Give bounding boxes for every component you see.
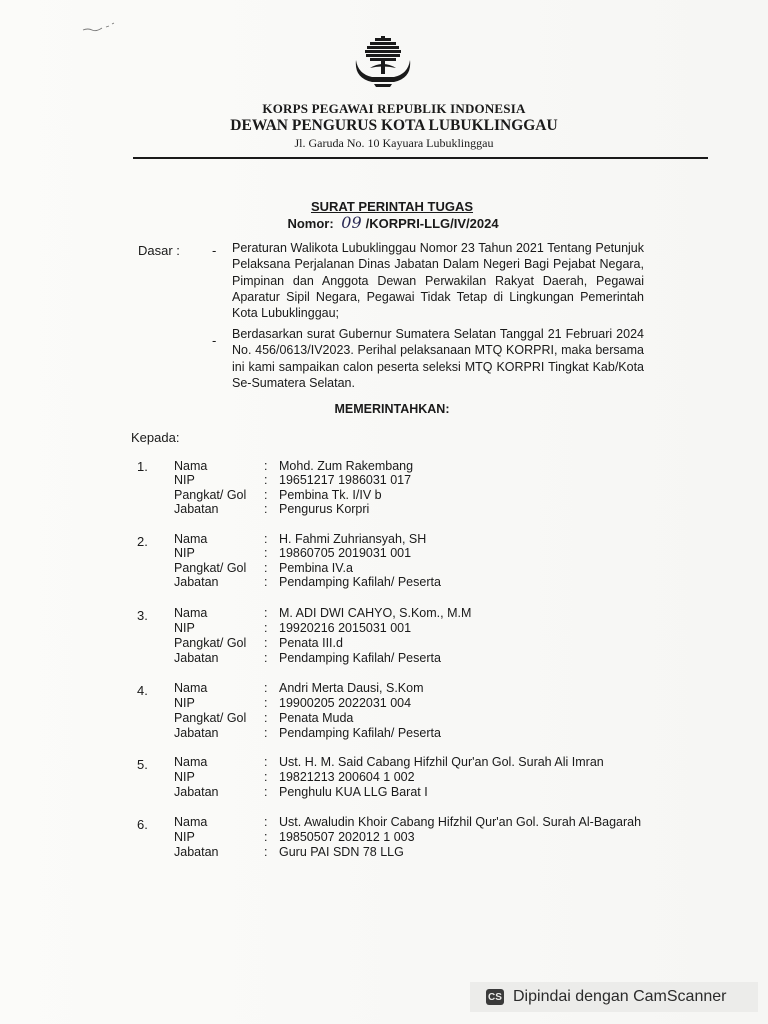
field-value: Penata III.d [279,636,343,650]
letterhead-org-line1: KORPS PEGAWAI REPUBLIK INDONESIA [262,101,526,116]
dasar-item: Berdasarkan surat Gubernur Sumatera Selatan Tanggal 21 Februari 2024 No. 456/0613/IV2023. Perihal pelaksanaan MTQ KORPRI, maka bersama ini kami sampaikan calon peserta seleksi MTQ KORPRI Tingkat Kab/Kota Se-Sumatera Selatan. [232,327,644,390]
field-label: Pangkat/ Gol [174,561,247,575]
pen-mark-icon [82,20,122,34]
field-colon: : [264,755,268,769]
dasar-bullet: - [212,243,217,258]
number-prefix: Nomor: [287,216,334,231]
field-value: Pembina IV.a [279,561,353,575]
document-number [0,213,768,232]
field-colon: : [264,845,268,859]
letterhead-address: Jl. Garuda No. 10 Kayuara Lubuklinggau [294,136,494,150]
field-colon: : [264,726,268,740]
field-label: Jabatan [174,575,219,589]
camscanner-text: Dipindai dengan CamScanner [513,988,727,1005]
field-label: Pangkat/ Gol [174,636,247,650]
field-label: Jabatan [174,726,219,740]
person-number: 3. [137,608,148,623]
field-colon: : [264,830,268,844]
field-colon: : [264,488,268,502]
camscanner-icon: CS [486,989,504,1005]
field-value: Guru PAI SDN 78 LLG [279,845,404,859]
field-colon: : [264,815,268,829]
field-colon: : [264,561,268,575]
number-handwritten: 09 [341,213,362,232]
field-colon: : [264,651,268,665]
field-value: M. ADI DWI CAHYO, S.Kom., M.M [279,606,472,620]
person-number: 5. [137,757,148,772]
field-value: Penata Muda [279,711,354,725]
field-colon: : [264,785,268,799]
letterhead-divider [133,157,708,159]
field-label: NIP [174,696,195,710]
field-label: Jabatan [174,785,219,799]
field-value: 19900205 2022031 004 [279,696,412,710]
field-label: NIP [174,546,195,560]
field-label: Jabatan [174,651,219,665]
person-number: 2. [137,534,148,549]
field-value: Ust. Awaludin Khoir Cabang Hifzhil Qur'an Gol. Surah Al-Bagarah [279,815,642,829]
field-value: 19920216 2015031 001 [279,621,412,635]
field-label: Pangkat/ Gol [174,711,247,725]
number-suffix: /KORPRI-LLG/IV/2024 [365,216,499,231]
field-colon: : [264,502,268,516]
field-label: Nama [174,755,208,769]
field-value: 19860705 2019031 001 [279,546,412,560]
field-value: Pendamping Kafilah/ Peserta [279,651,441,665]
dasar-item: Peraturan Walikota Lubuklinggau Nomor 23 Tahun 2021 Tentang Petunjuk Pelaksana Perjalanan Dinas Jabatan Dalam Negeri Bagi Pejabat Negara, Pimpinan dan Anggota Dewan Perwakilan Rakyat Daerah, Pegawai Aparatur Sipil Negara, Pegawai Tidak Tetap di Lingkungan Pemerintah Kota Lubuklinggau; [232,241,644,321]
field-label: Jabatan [174,502,219,516]
field-colon: : [264,575,268,589]
field-label: NIP [174,830,195,844]
field-value: Pendamping Kafilah/ Peserta [279,575,441,589]
field-label: Pangkat/ Gol [174,488,247,502]
field-label: Jabatan [174,845,219,859]
document-title: SURAT PERINTAH TUGAS [310,199,474,214]
field-label: Nama [174,606,208,620]
letterhead-org-line2: DEWAN PENGURUS KOTA LUBUKLINGGAU [230,117,558,134]
field-label: NIP [174,473,195,487]
field-colon: : [264,696,268,710]
field-colon: : [264,606,268,620]
field-label: Nama [174,459,208,473]
field-colon: : [264,459,268,473]
dasar-bullet: - [212,333,217,348]
field-label: NIP [174,621,195,635]
field-colon: : [264,711,268,725]
memerintahkan-heading: MEMERINTAHKAN: [334,402,450,416]
field-value: H. Fahmi Zuhriansyah, SH [279,532,427,546]
field-value: Penghulu KUA LLG Barat I [279,785,428,799]
field-label: Nama [174,815,208,829]
field-value: Pendamping Kafilah/ Peserta [279,726,441,740]
dasar-label: Dasar : [138,243,180,258]
field-value: Mohd. Zum Rakembang [279,459,414,473]
field-value: Ust. H. M. Said Cabang Hifzhil Qur'an Gol. Surah Ali Imran [279,755,604,769]
field-value: 19850507 202012 1 003 [279,830,415,844]
field-colon: : [264,681,268,695]
field-colon: : [264,546,268,560]
field-value: 19821213 200604 1 002 [279,770,415,784]
person-number: 1. [137,459,148,474]
field-label: NIP [174,770,195,784]
field-colon: : [264,770,268,784]
field-value: Pembina Tk. I/IV b [279,488,382,502]
field-value: Pengurus Korpri [279,502,370,516]
field-value: 19651217 1986031 017 [279,473,412,487]
field-label: Nama [174,532,208,546]
field-colon: : [264,621,268,635]
person-number: 6. [137,817,148,832]
field-colon: : [264,473,268,487]
field-value: Andri Merta Dausi, S.Kom [279,681,424,695]
field-colon: : [264,532,268,546]
kepada-label: Kepada: [131,430,180,445]
person-number: 4. [137,683,148,698]
korpri-emblem-icon [350,34,416,92]
field-label: Nama [174,681,208,695]
field-colon: : [264,636,268,650]
camscanner-watermark [470,982,758,1012]
